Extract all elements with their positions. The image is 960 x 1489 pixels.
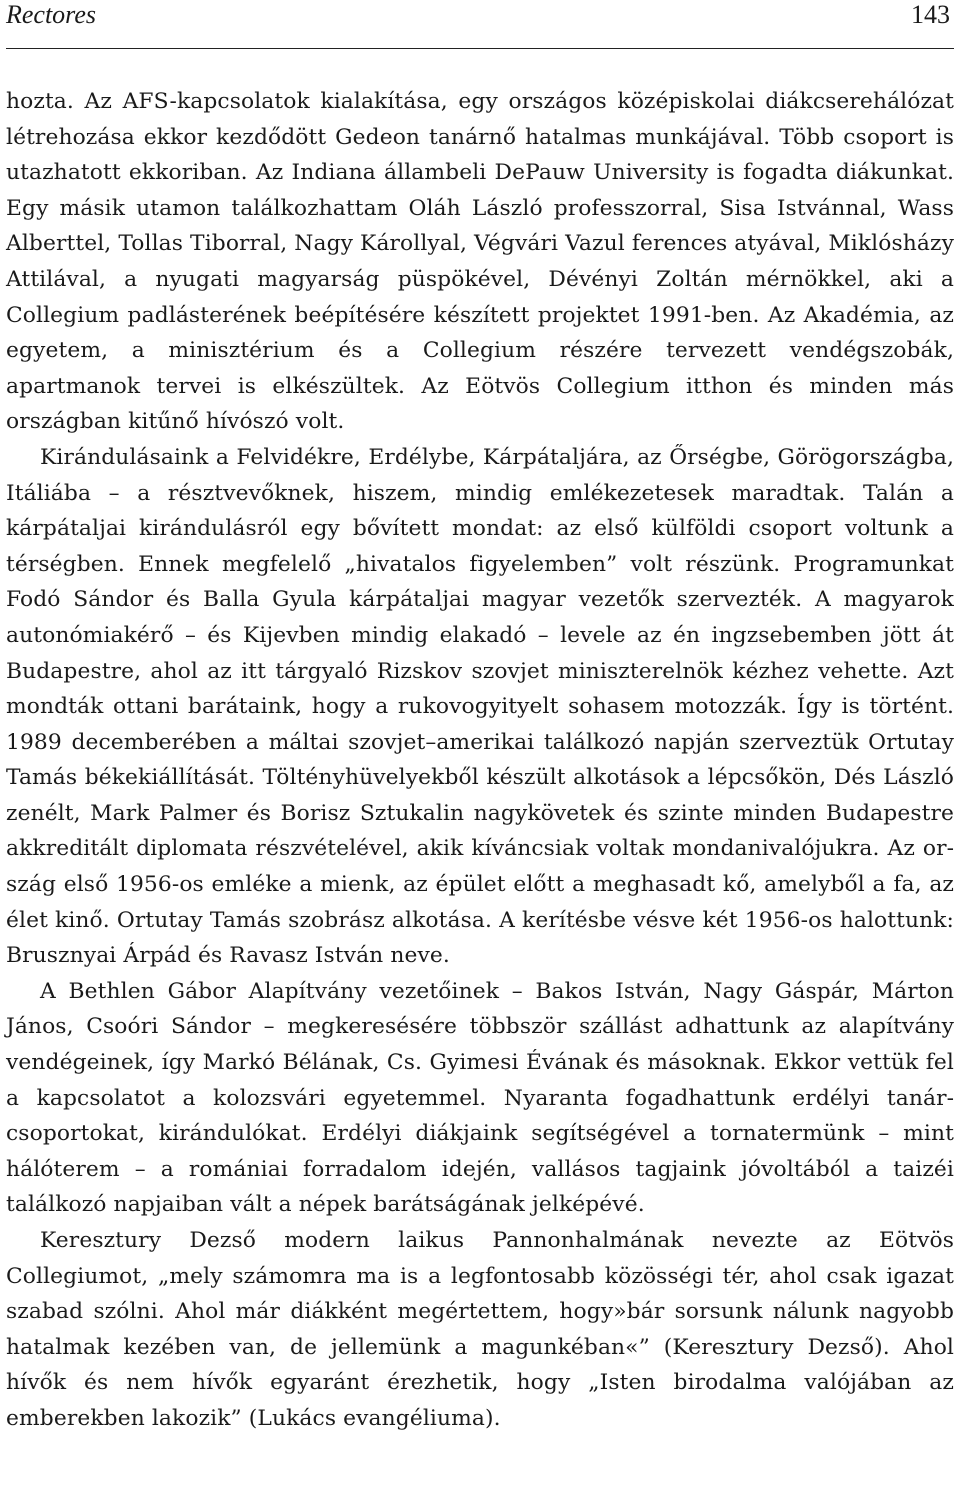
- paragraph-excursions: Kirándulásaink a Felvidékre, Erdélybe, Kárpátaljára, az Őrségbe, Görögországba, Itáliába – a résztvevőknek, hiszem, mindig emlékezetesek maradtak. Talán a kárpátaljai kirándulásról egy bővített mondat: az első külföldi csoport voltunk a térségben. Ennek megfelelő „hivatalos figyelemben” volt részünk. Programunkat Fodó Sándor és Balla Gyula kárpátaljai magyar vezetők szervezték. A magyarok autonómiakérő – és Kijevben mindig elakadó – levele az én ingzsebemben jött át Budapestre, ahol az itt tárgyaló Rizskov szovjet miniszterelnök kézhez vehette. Azt mondták ottani barátaink, hogy a rukovogyityelt sohasem motozzák. Így is történt. 1989 decemberében a máltai szovjet–amerikai találkozó napján szerveztük Ortutay Tamás békekiállítását. Töltényhüvelyekből készült alkotások a lépcsőkön, Dés László zenélt, Mark Palmer és Borisz Sztukalin nagykövetek és szinte minden Budapestre akkreditált diplomata részvételével, akik kíváncsiak voltak mondanivalójukra. Az ország első 1956-os emléke a mienk, az épület előtt a meghasadt kő, amelyből a fa, az élet kinő. Ortutay Tamás szobrász alkotása. A kerítésbe vésve két 1956-os halottunk: Brusznyai Árpád és Ravasz István neve.: [6, 444, 954, 969]
- page-number: 143: [911, 0, 950, 29]
- paragraph-keresztury-quote: Keresztury Dezső modern laikus Pannonhalmának nevezte az Eötvös Collegiumot, „mely számomra ma is a legfontosabb közösségi tér, ahol csak igazat szabad szólni. Ahol már diákként megértettem, hogy»bár sorsunk nálunk nagyobb hatalmak kezében van, de jellemünk a magunkéban«” (Keresztury Dezső). Ahol hívők és nem hívők egyaránt érezhetik, hogy „Isten birodalma valójában az emberekben lakozik” (Lukács evangéliuma).: [6, 1228, 954, 1431]
- running-title: Rectores: [6, 0, 96, 29]
- body-text: [6, 49, 954, 1437]
- paragraph-afs-connections: hozta. Az AFS-kapcsolatok kialakítása, egy országos középiskolai diákcserehálózat létrehozása ekkor kezdődött Gedeon tanárnő hatalmas munkájával. Több csoport is utazhatott ekkoriban. Az Indiana állambeli DePauw University is fogadta diákunkat. Egy másik utamon találkozhattam Oláh László professzorral, Sisa Istvánnal, Wass Alberttel, Tollas Tiborral, Nagy Károllyal, Végvári Vazul ferences atyával, Miklósházy Attilával, a nyugati magyarság püspökével, Dévényi Zoltán mérnökkel, aki a Collegium padlásterének beépítésére készített projektet 1991-ben. Az Akadémia, az egyetem, a minisztérium és a Collegium részére tervezett vendégszobák, apartmanok tervei is elkészültek. Az Eötvös Collegium itthon és minden más országban kitűnő hívószó volt.: [6, 89, 954, 435]
- paragraph-bethlen-foundation: A Bethlen Gábor Alapítvány vezetőinek – Bakos István, Nagy Gáspár, Márton János, Csoóri Sándor – megkeresésére többször szállást adhattunk az alapítvány vendégeinek, így Markó Bélának, Cs. Gyimesi Évának és másoknak. Ekkor vettük fel a kapcsolatot a kolozsvári egyetemmel. Nyaranta fogadhattunk erdélyi tanárcsoportokat, kirándulókat. Erdélyi diákjaink segítségével a tornatermünk – mint hálóterem – a romániai forradalom idején, vallásos tagjaink jóvoltából a taizéi találkozó napjaiban vált a népek barátságának jelképévé.: [6, 978, 954, 1218]
- running-header: [6, 0, 954, 49]
